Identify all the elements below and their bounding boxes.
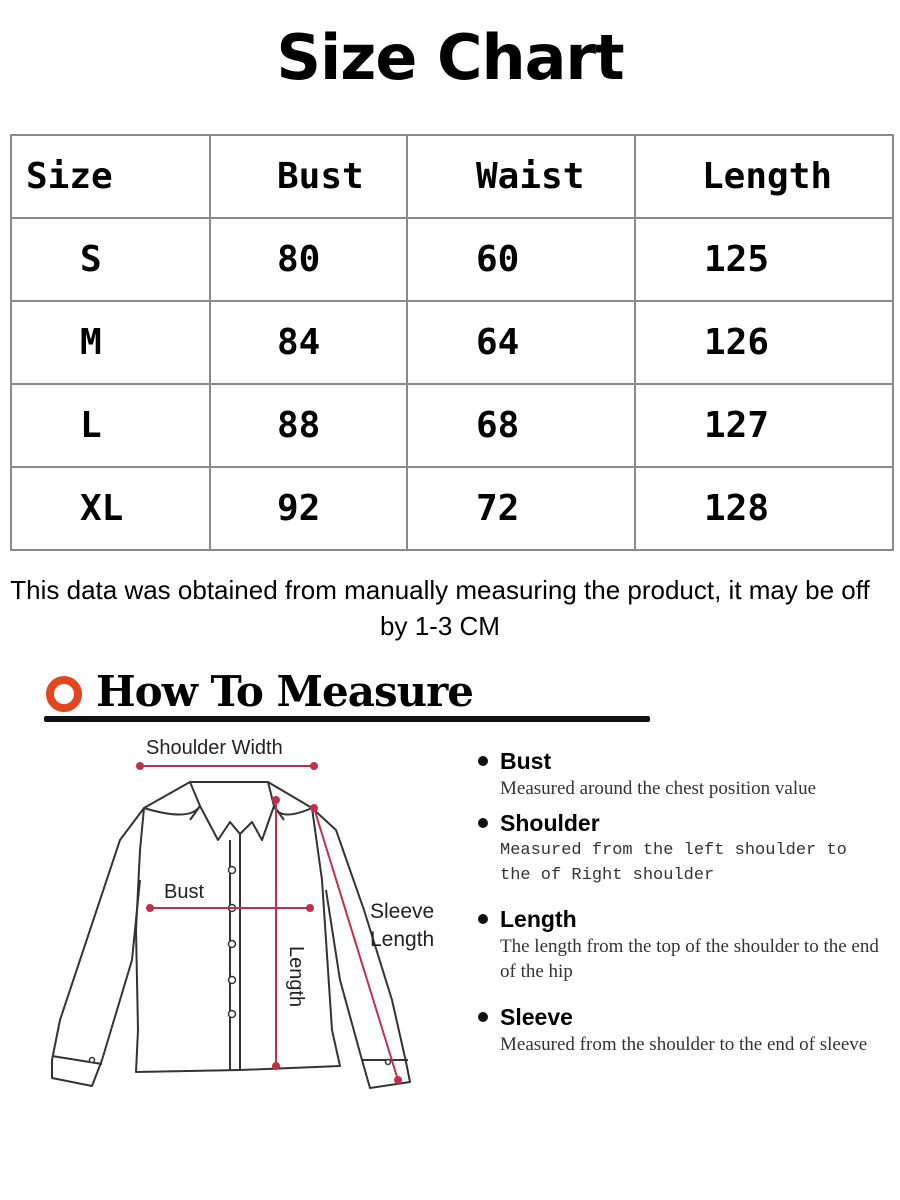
bullet-icon — [478, 756, 488, 766]
cell-waist: 72 — [476, 488, 520, 529]
table-row — [11, 384, 893, 467]
cell-waist: 64 — [476, 322, 520, 363]
cell-length: 127 — [704, 405, 770, 446]
orange-circle-icon — [46, 676, 82, 712]
header-bust: Bust — [277, 156, 364, 197]
how-to-measure-heading: How To Measure — [96, 667, 474, 716]
cell-bust: 80 — [277, 239, 321, 280]
table-cell — [407, 467, 635, 550]
bullet-icon — [478, 818, 488, 828]
table-row — [11, 301, 893, 384]
table-cell — [407, 384, 635, 467]
table-cell — [11, 467, 210, 550]
table-cell — [11, 384, 210, 467]
table-cell — [635, 467, 893, 550]
bullet-icon — [478, 1012, 488, 1022]
heading-underline — [44, 716, 650, 722]
measure-title: Shoulder — [500, 810, 600, 836]
cell-size: M — [80, 322, 102, 363]
length-label: Length — [285, 946, 307, 1008]
header-waist: Waist — [476, 156, 585, 197]
table-header-cell — [210, 135, 407, 218]
table-cell — [210, 218, 407, 301]
cell-length: 128 — [704, 488, 770, 529]
measure-title: Length — [500, 906, 577, 932]
header-length: Length — [702, 156, 833, 197]
measure-description: Measured from the left shoulder to the of Right shoulder — [500, 841, 847, 885]
measure-description: The length from the top of the shoulder to the end of the hip — [500, 936, 879, 982]
measure-instructions — [476, 748, 886, 1074]
bullet-icon — [478, 914, 488, 924]
table-cell — [635, 384, 893, 467]
cell-bust: 84 — [277, 322, 321, 363]
measurement-lines — [137, 763, 401, 1083]
cell-length: 126 — [704, 322, 770, 363]
page-title: Size Chart — [276, 21, 624, 94]
shoulder-width-label: Shoulder Width — [146, 737, 283, 759]
cell-waist: 68 — [476, 405, 520, 446]
size-table — [10, 134, 894, 551]
cell-waist: 60 — [476, 239, 520, 280]
measure-title: Bust — [500, 748, 552, 774]
sleeve-length-label-line1: Sleeve — [370, 900, 435, 923]
table-header-cell — [635, 135, 893, 218]
table-cell — [210, 467, 407, 550]
table-cell — [210, 384, 407, 467]
cell-size: XL — [80, 488, 124, 529]
measure-title: Sleeve — [500, 1004, 573, 1030]
header-size: Size — [26, 156, 113, 197]
list-item — [476, 1004, 886, 1074]
list-item — [476, 906, 886, 1004]
cell-bust: 88 — [277, 405, 321, 446]
table-cell — [210, 301, 407, 384]
table-row — [11, 467, 893, 550]
cell-length: 125 — [704, 239, 770, 280]
sleeve-length-label-line2: Length — [370, 928, 435, 951]
measure-description: Measured around the chest position value — [500, 778, 817, 799]
table-header-cell — [407, 135, 635, 218]
table-cell — [407, 301, 635, 384]
table-header-row — [11, 135, 893, 218]
list-item — [476, 810, 886, 906]
table-header-cell — [11, 135, 210, 218]
measure-description: Measured from the shoulder to the end of sleeve — [500, 1034, 868, 1055]
shirt-measurement-diagram — [40, 730, 460, 1110]
table-cell — [11, 218, 210, 301]
table-cell — [407, 218, 635, 301]
cell-size: L — [80, 405, 102, 446]
cell-bust: 92 — [277, 488, 321, 529]
cell-size: S — [80, 239, 102, 280]
shirt-outline-icon — [52, 782, 410, 1088]
bust-label: Bust — [164, 881, 205, 903]
table-cell — [11, 301, 210, 384]
table-row — [11, 218, 893, 301]
list-item — [476, 748, 886, 810]
table-cell — [635, 218, 893, 301]
measurement-note: This data was obtained from manually measuring the product, it may be off by 1-3 CM — [10, 575, 870, 641]
table-cell — [635, 301, 893, 384]
